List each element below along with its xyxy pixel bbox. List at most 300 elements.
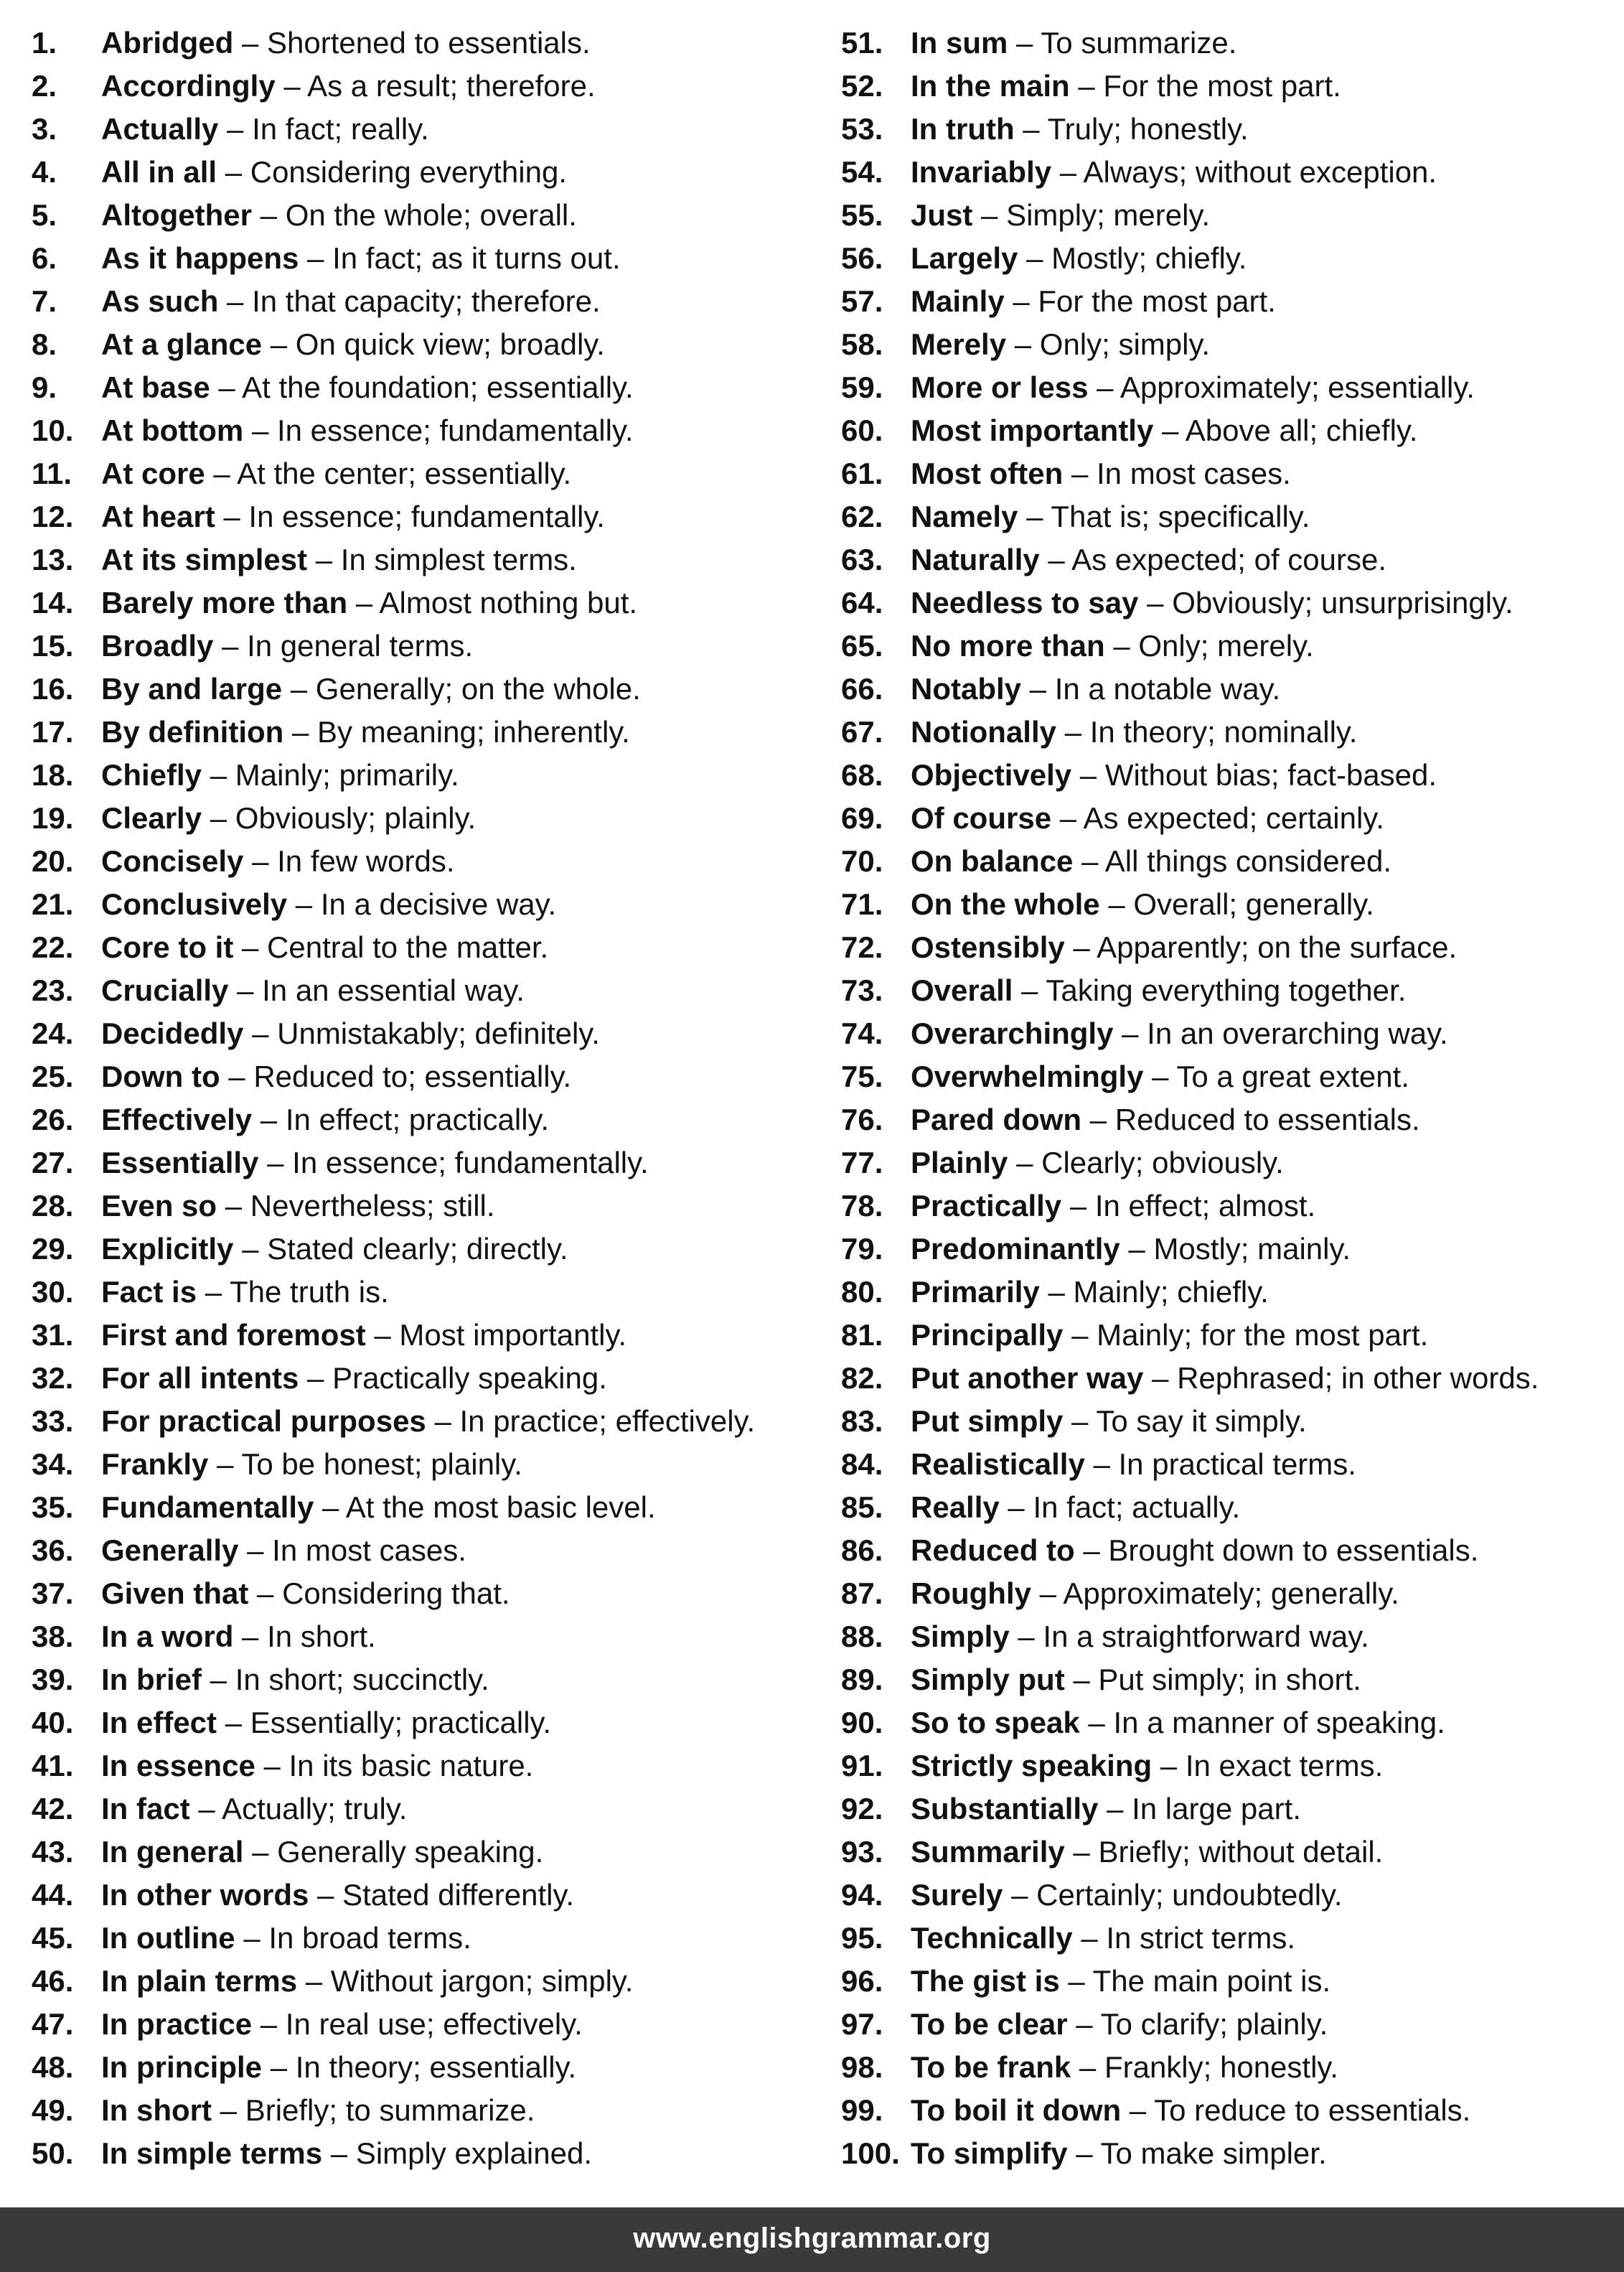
list-item — [32, 1658, 835, 1701]
item-number: 63. — [841, 543, 883, 576]
item-number: 84. — [841, 1447, 883, 1481]
item-term: First and foremost — [101, 1318, 366, 1352]
item-separator: – — [1008, 26, 1041, 60]
item-number: 8. — [32, 327, 57, 361]
item-separator: – — [999, 1490, 1033, 1524]
item-number: 11. — [32, 457, 72, 490]
item-separator: – — [202, 801, 235, 835]
item-term: To boil it down — [911, 2093, 1122, 2127]
item-definition: Certainly; undoubtedly. — [1036, 1878, 1343, 1912]
list-item — [32, 797, 835, 840]
item-number: 51. — [841, 26, 883, 60]
item-separator: – — [262, 327, 296, 361]
item-text — [101, 1314, 626, 1357]
item-separator: – — [1063, 1404, 1097, 1438]
item-separator: – — [243, 1016, 278, 1050]
item-text — [911, 1787, 1301, 1831]
item-definition: The truth is. — [230, 1275, 389, 1309]
list-item — [841, 797, 1616, 840]
list-item — [32, 1572, 835, 1615]
item-separator: – — [1121, 2093, 1155, 2127]
list-item — [841, 1314, 1616, 1357]
item-term: Notionally — [911, 715, 1057, 749]
item-number: 59. — [841, 370, 883, 404]
item-definition: Generally; on the whole. — [315, 672, 641, 706]
item-separator: – — [1113, 1016, 1147, 1050]
item-definition: At the center; essentially. — [237, 457, 572, 490]
item-number: 71. — [841, 887, 883, 921]
list-item — [32, 108, 835, 151]
item-separator: – — [1079, 1706, 1114, 1739]
item-term: Core to it — [101, 930, 234, 964]
item-definition: Central to the matter. — [267, 930, 549, 964]
item-number: 100. — [841, 2136, 900, 2170]
list-item — [32, 625, 835, 668]
item-definition: Mainly; chiefly. — [1073, 1275, 1269, 1309]
item-term: Practically — [911, 1189, 1062, 1223]
item-definition: In effect; practically. — [285, 1103, 550, 1136]
item-separator: – — [1064, 930, 1097, 964]
item-text — [101, 237, 621, 280]
item-term: On the whole — [911, 887, 1100, 921]
item-separator: – — [1084, 1447, 1119, 1481]
list-item — [841, 1098, 1616, 1141]
item-text — [911, 1701, 1445, 1744]
item-number: 53. — [841, 112, 883, 146]
list-item — [841, 1658, 1616, 1701]
item-number: 56. — [841, 241, 883, 275]
list-item — [841, 1486, 1616, 1529]
item-term: At bottom — [101, 413, 244, 447]
item-term: Really — [911, 1490, 1000, 1524]
item-number: 15. — [32, 629, 74, 663]
list-item — [841, 108, 1616, 151]
item-separator: – — [233, 930, 268, 964]
item-text — [101, 2132, 592, 2175]
list-item — [32, 1055, 835, 1098]
list-item — [32, 840, 835, 883]
item-definition: Nevertheless; still. — [250, 1189, 495, 1223]
list-item — [841, 926, 1616, 969]
list-item — [32, 1529, 835, 1572]
item-term: To be frank — [911, 2050, 1071, 2084]
item-text — [101, 409, 634, 452]
list-item — [841, 1615, 1616, 1658]
list-item — [841, 194, 1616, 237]
item-definition: Rephrased; in other words. — [1177, 1361, 1539, 1395]
item-text — [911, 840, 1391, 883]
item-separator: – — [210, 370, 243, 404]
item-number: 67. — [841, 715, 883, 749]
list-item — [32, 581, 835, 625]
item-term: At core — [101, 457, 205, 490]
item-separator: – — [1067, 2007, 1101, 2041]
item-text — [101, 2003, 583, 2046]
item-term: In fact — [101, 1792, 190, 1825]
item-separator: – — [243, 1835, 278, 1869]
item-definition: In its basic nature. — [288, 1749, 534, 1782]
item-definition: In fact; really. — [252, 112, 429, 146]
list-item — [841, 969, 1616, 1012]
item-separator: – — [1031, 1576, 1064, 1610]
item-number: 39. — [32, 1663, 74, 1696]
item-number: 32. — [32, 1361, 74, 1395]
item-term: Technically — [911, 1921, 1073, 1955]
item-separator: – — [215, 500, 249, 533]
item-term: Invariably — [911, 155, 1052, 189]
item-term: At base — [101, 370, 210, 404]
item-number: 62. — [841, 500, 883, 533]
item-text — [911, 2132, 1327, 2175]
item-number: 6. — [32, 241, 57, 275]
item-number: 3. — [32, 112, 57, 146]
item-definition: In practical terms. — [1118, 1447, 1356, 1481]
item-separator: – — [235, 1921, 269, 1955]
item-text — [911, 1184, 1315, 1228]
item-term: In truth — [911, 112, 1015, 146]
item-definition: In strict terms. — [1106, 1921, 1296, 1955]
item-text — [101, 1055, 571, 1098]
list-item — [32, 22, 835, 65]
item-term: In principle — [101, 2050, 263, 2084]
list-item — [32, 1228, 835, 1271]
list-item — [841, 1831, 1616, 1874]
item-term: Overarchingly — [911, 1016, 1114, 1050]
item-term: At its simplest — [101, 543, 308, 576]
item-definition: Mostly; mainly. — [1153, 1232, 1351, 1266]
item-number: 37. — [32, 1576, 74, 1610]
item-separator: – — [1039, 543, 1072, 576]
item-text — [101, 711, 630, 754]
item-term: Fact is — [101, 1275, 197, 1309]
list-item — [841, 409, 1616, 452]
item-number: 58. — [841, 327, 883, 361]
item-text — [911, 495, 1310, 538]
item-definition: In general terms. — [247, 629, 474, 663]
item-number: 2. — [32, 69, 57, 103]
item-number: 77. — [841, 1146, 883, 1179]
item-text — [101, 1228, 568, 1271]
item-term: In a word — [101, 1619, 234, 1653]
item-definition: Approximately; generally. — [1063, 1576, 1399, 1610]
list-item — [841, 1184, 1616, 1228]
item-separator: – — [205, 457, 238, 490]
item-text — [911, 581, 1513, 625]
item-term: For all intents — [101, 1361, 299, 1395]
list-item — [32, 2089, 835, 2132]
item-number: 83. — [841, 1404, 883, 1438]
item-text — [911, 1443, 1356, 1486]
list-item — [32, 1098, 835, 1141]
item-term: Merely — [911, 327, 1007, 361]
item-separator: – — [228, 973, 263, 1007]
list-item — [32, 1701, 835, 1744]
item-definition: In a notable way. — [1054, 672, 1281, 706]
right-column — [841, 22, 1616, 2175]
item-text — [911, 1486, 1240, 1529]
item-number: 78. — [841, 1189, 883, 1223]
list-item — [841, 1271, 1616, 1314]
item-separator: – — [217, 155, 250, 189]
item-separator: – — [218, 284, 253, 318]
item-definition: On the whole; overall. — [285, 198, 577, 232]
item-number: 41. — [32, 1749, 74, 1782]
item-term: In simple terms — [101, 2136, 323, 2170]
item-text — [101, 108, 429, 151]
item-text — [911, 22, 1236, 65]
item-term: Plainly — [911, 1146, 1008, 1179]
item-term: Notably — [911, 672, 1022, 706]
item-term: Needless to say — [911, 586, 1139, 620]
item-definition: In theory; nominally. — [1089, 715, 1358, 749]
item-text — [911, 366, 1475, 409]
list-item — [32, 1012, 835, 1055]
list-item — [32, 2046, 835, 2089]
list-item — [841, 883, 1616, 926]
item-number: 27. — [32, 1146, 74, 1179]
item-separator: – — [1067, 2136, 1101, 2170]
item-definition: Reduced to essentials. — [1114, 1103, 1420, 1136]
list-item — [32, 65, 835, 108]
list-item — [841, 1744, 1616, 1787]
item-text — [101, 1658, 489, 1701]
item-separator: – — [252, 2007, 286, 2041]
item-separator: – — [233, 1232, 268, 1266]
item-definition: In short; succinctly. — [235, 1663, 489, 1696]
list-item — [32, 194, 835, 237]
item-text — [101, 668, 641, 711]
item-definition: That is; specifically. — [1051, 500, 1310, 533]
item-term: Put simply — [911, 1404, 1064, 1438]
item-term: Clearly — [101, 801, 202, 835]
item-definition: Always; without exception. — [1083, 155, 1437, 189]
item-separator: – — [287, 887, 321, 921]
item-definition: To make simpler. — [1100, 2136, 1327, 2170]
item-number: 61. — [841, 457, 883, 490]
item-text — [101, 1486, 656, 1529]
item-number: 55. — [841, 198, 883, 232]
item-text — [911, 1529, 1478, 1572]
item-term: Principally — [911, 1318, 1064, 1352]
item-separator: – — [243, 413, 277, 447]
list-item — [841, 22, 1616, 65]
item-term: Altogether — [101, 198, 252, 232]
list-item — [841, 65, 1616, 108]
item-number: 91. — [841, 1749, 883, 1782]
item-separator: – — [1056, 715, 1090, 749]
item-text — [101, 1701, 551, 1744]
item-term: Most importantly — [911, 413, 1154, 447]
item-text — [101, 495, 605, 538]
item-number: 17. — [32, 715, 74, 749]
item-text — [101, 1787, 407, 1831]
item-text — [911, 108, 1249, 151]
item-separator: – — [1008, 1146, 1042, 1179]
footer-website[interactable]: www.englishgrammar.org — [633, 2222, 991, 2254]
item-text — [911, 280, 1276, 323]
item-number: 7. — [32, 284, 57, 318]
item-definition: In an overarching way. — [1147, 1016, 1448, 1050]
item-number: 21. — [32, 887, 74, 921]
item-text — [911, 1357, 1539, 1400]
item-term: Conclusively — [101, 887, 288, 921]
item-term: In practice — [101, 2007, 253, 2041]
item-definition: For the most part. — [1103, 69, 1341, 103]
item-definition: In effect; almost. — [1094, 1189, 1316, 1223]
item-definition: In simplest terms. — [340, 543, 577, 576]
item-text — [911, 926, 1457, 969]
list-item — [841, 1141, 1616, 1184]
item-term: So to speak — [911, 1706, 1080, 1739]
item-text — [101, 1529, 466, 1572]
item-text — [911, 1271, 1269, 1314]
item-separator: – — [208, 1447, 242, 1481]
item-separator: – — [282, 672, 316, 706]
item-definition: Essentially; practically. — [250, 1706, 552, 1739]
item-separator: – — [1069, 69, 1104, 103]
item-text — [911, 883, 1374, 926]
item-text — [101, 797, 476, 840]
list-item — [841, 1572, 1616, 1615]
item-number: 30. — [32, 1275, 74, 1309]
list-item — [32, 151, 835, 194]
item-separator: – — [365, 1318, 400, 1352]
item-number: 99. — [841, 2093, 883, 2127]
item-separator: – — [1152, 1749, 1186, 1782]
item-number: 73. — [841, 973, 883, 1007]
item-separator: – — [426, 1404, 460, 1438]
item-term: Pared down — [911, 1103, 1082, 1136]
item-term: Given that — [101, 1576, 249, 1610]
item-term: Strictly speaking — [911, 1749, 1153, 1782]
item-separator: – — [217, 1189, 250, 1223]
item-term: Naturally — [911, 543, 1040, 576]
item-separator: – — [1143, 1060, 1177, 1093]
list-item — [841, 2089, 1616, 2132]
item-term: Reduced to — [911, 1533, 1075, 1567]
item-separator: – — [1099, 887, 1134, 921]
item-separator: – — [972, 198, 1007, 232]
item-separator: – — [309, 1878, 343, 1912]
item-definition: Briefly; without detail. — [1098, 1835, 1384, 1869]
item-text — [911, 409, 1417, 452]
item-number: 18. — [32, 758, 74, 792]
item-term: Explicitly — [101, 1232, 234, 1266]
item-text — [911, 2046, 1338, 2089]
item-text — [101, 1917, 471, 1960]
item-text — [911, 1141, 1284, 1184]
item-number: 40. — [32, 1706, 74, 1739]
item-definition: In a decisive way. — [320, 887, 557, 921]
item-number: 90. — [841, 1706, 883, 1739]
item-separator: – — [1104, 629, 1139, 663]
item-number: 95. — [841, 1921, 883, 1955]
item-definition: Simply; merely. — [1006, 198, 1210, 232]
item-number: 20. — [32, 844, 74, 878]
item-number: 65. — [841, 629, 883, 663]
item-number: 75. — [841, 1060, 883, 1093]
item-term: Chiefly — [101, 758, 202, 792]
item-separator: – — [299, 241, 333, 275]
item-term: In general — [101, 1835, 244, 1869]
item-definition: Without jargon; simply. — [330, 1964, 634, 1998]
item-separator: – — [202, 1663, 235, 1696]
item-separator: – — [297, 1964, 331, 1998]
list-item — [32, 1787, 835, 1831]
item-term: Largely — [911, 241, 1018, 275]
item-term: Substantially — [911, 1792, 1099, 1825]
item-separator: – — [1063, 457, 1097, 490]
list-item — [841, 668, 1616, 711]
list-item — [841, 366, 1616, 409]
item-definition: Only; simply. — [1039, 327, 1211, 361]
item-text — [101, 754, 459, 797]
list-item — [32, 1357, 835, 1400]
list-item — [841, 1529, 1616, 1572]
item-text — [101, 883, 556, 926]
item-text — [911, 1960, 1330, 2003]
item-text — [101, 1141, 649, 1184]
item-text — [101, 969, 525, 1012]
item-definition: In broad terms. — [268, 1921, 471, 1955]
item-definition: Frankly; honestly. — [1104, 2050, 1338, 2084]
item-term: On balance — [911, 844, 1074, 878]
item-definition: Brought down to essentials. — [1108, 1533, 1479, 1567]
item-definition: Obviously; plainly. — [235, 801, 477, 835]
item-number: 79. — [841, 1232, 883, 1266]
word-list — [0, 22, 1624, 2175]
item-term: To simplify — [911, 2136, 1068, 2170]
item-number: 26. — [32, 1103, 74, 1136]
item-number: 94. — [841, 1878, 883, 1912]
item-number: 9. — [32, 370, 57, 404]
item-definition: In real use; effectively. — [285, 2007, 583, 2041]
list-item — [32, 538, 835, 581]
item-definition: Practically speaking. — [332, 1361, 607, 1395]
item-separator: – — [1063, 1318, 1097, 1352]
item-number: 38. — [32, 1619, 74, 1653]
list-item — [32, 1184, 835, 1228]
list-item — [32, 1400, 835, 1443]
item-separator: – — [1073, 844, 1105, 878]
item-text — [911, 711, 1357, 754]
item-number: 50. — [32, 2136, 74, 2170]
item-text — [911, 1572, 1399, 1615]
item-separator: – — [233, 26, 268, 60]
item-text — [101, 1271, 389, 1314]
item-term: For practical purposes — [101, 1404, 426, 1438]
item-text — [101, 926, 548, 969]
item-text — [911, 1874, 1343, 1917]
item-term: Overall — [911, 973, 1013, 1007]
item-number: 86. — [841, 1533, 883, 1567]
item-number: 92. — [841, 1792, 883, 1825]
item-separator: – — [1051, 801, 1084, 835]
item-number: 25. — [32, 1060, 74, 1093]
footer-bar — [0, 2207, 1624, 2272]
item-text — [101, 1831, 543, 1874]
item-text — [911, 65, 1341, 108]
item-separator: – — [1153, 413, 1186, 447]
item-text — [911, 538, 1386, 581]
item-separator: – — [322, 2136, 356, 2170]
item-term: To be clear — [911, 2007, 1068, 2041]
item-definition: Above all; chiefly. — [1185, 413, 1418, 447]
item-definition: To a great extent. — [1176, 1060, 1409, 1093]
item-text — [911, 1917, 1295, 1960]
item-text — [101, 366, 634, 409]
item-number: 60. — [841, 413, 883, 447]
